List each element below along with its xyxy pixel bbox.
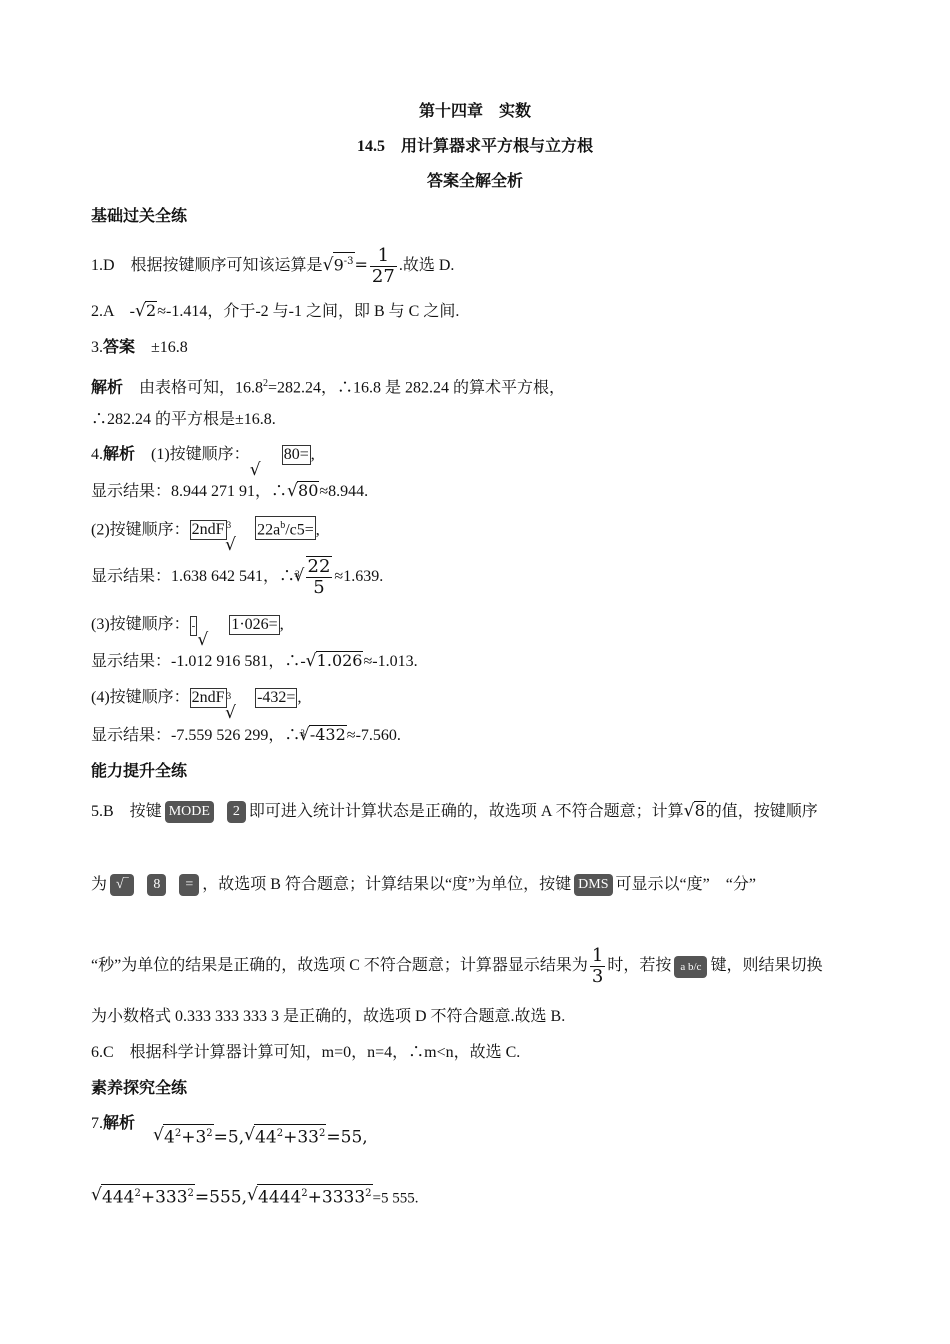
question-4-result3 (91, 650, 860, 673)
sqrt-expr-2 (244, 1124, 326, 1149)
q5-g: “秒”为单位的结果是正确的，故选项 C 不符合题意；计算器显示结果为 (91, 957, 588, 975)
question-2 (91, 300, 860, 323)
section-heading-basic: 基础过关全练 (91, 208, 188, 225)
q7-comma: , (238, 1127, 245, 1148)
q1-den: 27 (371, 266, 395, 287)
q3-label: 3. (91, 339, 103, 356)
question-4-part4 (91, 687, 860, 709)
fraction-1-3 (590, 946, 605, 987)
section-heading-ability: 能力提升全练 (91, 763, 188, 780)
q4-r3a: 显示结果：-1.012 916 581，∴- (91, 653, 306, 670)
q7-e4-res: =5 555. (372, 1190, 419, 1207)
q4-r4-rad: -432 (309, 725, 346, 744)
sqrt-80 (287, 480, 319, 502)
q4-r2-num: √ 22 (307, 555, 331, 577)
q4-jiexi-label: 解析 (103, 446, 136, 463)
q3-line1b: =282.24，∴16.8 是 282.24 的算术平方根， (268, 379, 566, 397)
q4-p1-end: , (310, 446, 315, 463)
question-4-result1 (91, 480, 860, 503)
q5-rad8: 8 (694, 801, 705, 820)
mode-key-icon: MODE (165, 801, 214, 823)
sqrt-key-btn-icon: √‾ (110, 874, 134, 896)
fraction-1-27 (370, 246, 397, 287)
cube-index: 3 (226, 520, 232, 530)
question-5-line1 (91, 796, 860, 827)
cbrt-neg432 (299, 724, 347, 746)
q4-p4-end: , (297, 689, 302, 706)
q7-e4b: +3333 (307, 1187, 366, 1208)
q7-e2-res: =55 (326, 1127, 363, 1148)
question-5-line2 (91, 870, 860, 900)
q4-p4: (4)按键顺序： (91, 689, 190, 706)
q7-sq: 2 (365, 1188, 372, 1199)
q7-sq: 2 (319, 1128, 326, 1139)
section-title: 14.5 用计算器求平方根与立方根 (356, 138, 593, 155)
q7-e1-res: =5 (213, 1127, 239, 1148)
q4-label: 4. (91, 446, 103, 463)
key-22abc5 (255, 516, 316, 540)
q7-e1b: +3 (181, 1127, 207, 1148)
question-4-part1 (91, 444, 860, 466)
cbrt-22-over-5 (294, 554, 335, 598)
q1-num: 1 (370, 246, 397, 267)
q7-e2a: 44 (255, 1127, 277, 1148)
sqrt-2 (135, 300, 157, 322)
sqrt-8 (684, 796, 706, 826)
q7-e3a: 444 (102, 1187, 135, 1208)
question-5-line3 (91, 946, 860, 987)
q4-r1a: 显示结果：8.944 271 91，∴ (91, 483, 288, 500)
section-heading-literacy: 素养探究全练 (91, 1080, 188, 1097)
q4-p1: (1)按键顺序： (135, 446, 250, 463)
equals-key-icon: = (179, 874, 199, 896)
cube-index: 3 (300, 728, 305, 738)
q7-comma: , (362, 1127, 368, 1148)
question-3-analysis (91, 373, 860, 399)
q7-sq: 2 (174, 1128, 182, 1139)
q4-p2-end: , (315, 521, 320, 539)
question-1 (91, 246, 860, 287)
question-3-answer (91, 337, 860, 359)
q7-sq: 2 (134, 1188, 141, 1199)
q1-base: 9 (333, 255, 344, 275)
question-4-result4 (91, 724, 860, 747)
q4-r4a: 显示结果：-7.559 526 299，∴ (91, 727, 301, 744)
q4-p2-k2sup: b (280, 520, 286, 531)
key-80-eq: 80= (283, 446, 309, 463)
q7-jiexi-label: 解析 (103, 1115, 136, 1132)
key-negative: - (190, 616, 198, 636)
key-8-icon: 8 (147, 874, 166, 896)
q7-e4a: 4444 (258, 1187, 302, 1208)
answer-subtitle: 答案全解全析 (426, 173, 523, 190)
q4-r4b: ≈-7.560. (346, 727, 401, 744)
q1-exp: -3 (343, 255, 354, 267)
q1-eq: = (354, 255, 368, 275)
question-4-part3 (91, 614, 860, 636)
q5-h: 时，若按 (607, 957, 672, 975)
question-4-result2 (91, 554, 860, 599)
question-7-eq-row1 (153, 1124, 860, 1149)
q5-frac-den: 3 (591, 966, 604, 987)
cube-index: 3 (226, 691, 232, 701)
q7-sq: 2 (276, 1128, 284, 1139)
q5-frac-num: 1 (591, 945, 604, 966)
dms-key-icon: DMS (574, 874, 612, 896)
sqrt-9 (323, 250, 355, 280)
q2-rad: 2 (146, 301, 157, 320)
q7-sq: 2 (187, 1188, 194, 1199)
question-5-line4: 为小数格式 0.333 333 333 3 是正确的，故选项 D 不符合题意.故选 B. (91, 1008, 566, 1025)
q4-p2-k2b: /c5= (285, 521, 314, 539)
q5-b: 即可进入统计计算状态是正确的，故选项 A 不符合题意；计算 (248, 803, 684, 820)
q4-r2a: 显示结果：1.638 642 541，∴ (91, 568, 296, 585)
q4-r3b: ≈-1.013. (363, 653, 418, 670)
q2-prefix: 2.A - (91, 303, 136, 320)
key-2ndf: 2ndF (191, 689, 225, 706)
q4-r2-den: 5 (313, 576, 325, 598)
q7-e1a: 4 (164, 1127, 175, 1148)
question-6: 6.C 根据科学计算器计算可知，m=0，n=4，∴m<n，故选 C. (91, 1044, 521, 1061)
q4-r3-rad: 1.026 (316, 651, 363, 670)
cube-index: 3 (295, 569, 300, 579)
q5-i: 键，则结果切换 (710, 957, 823, 975)
q7-label: 7. (91, 1115, 103, 1132)
q7-sq: 2 (301, 1188, 308, 1199)
q4-p3-end: , (279, 616, 284, 633)
key-2-icon: 2 (227, 801, 246, 823)
q3-answer-label: 答案 (103, 339, 136, 356)
question-4-part2 (91, 516, 860, 541)
q7-e3-res: =555 (194, 1187, 242, 1208)
q3-sq: 2 (263, 378, 269, 389)
q4-r1-rad: 80 (298, 481, 319, 500)
q5-a: 5.B 按键 (91, 803, 162, 820)
q4-p3: (3)按键顺序： (91, 616, 190, 633)
sqrt-expr-4 (247, 1184, 373, 1209)
q3-answer: ±16.8 (135, 339, 188, 356)
q2-suffix: ≈-1.414，介于-2 与-1 之间，即 B 与 C 之间. (157, 303, 460, 320)
chapter-title: 第十四章 实数 (418, 103, 531, 120)
q1-text: 1.D 根据按键顺序可知该运算是 (91, 257, 323, 275)
q4-p2-k2a: 22a (257, 521, 281, 539)
sqrt-expr-1 (153, 1124, 214, 1149)
question-7-eq-row2 (91, 1184, 860, 1210)
q7-comma: , (241, 1187, 248, 1208)
q3-line1a: 由表格可知，16.8 (123, 379, 264, 397)
q5-f: 可显示以“度” “分” (615, 876, 756, 893)
key-neg432-eq: -432= (257, 689, 296, 706)
question-3-conclusion: ∴282.24 的平方根是±16.8. (91, 411, 276, 428)
q4-p2: (2)按键顺序： (91, 521, 190, 539)
sqrt-1026 (306, 650, 364, 672)
q3-jiexi-label: 解析 (91, 379, 124, 397)
key-1026-eq: 1·026= (231, 616, 278, 633)
q4-r1b: ≈8.944. (319, 483, 369, 500)
q7-e2b: +33 (283, 1127, 320, 1148)
q7-sq: 2 (206, 1128, 213, 1139)
q7-e3b: +333 (140, 1187, 188, 1208)
q5-e: ，故选项 B 符合题意；计算结果以“度”为单位，按键 (202, 876, 572, 893)
q1-suffix: .故选 D. (398, 257, 455, 275)
q4-r2b: ≈1.639. (334, 568, 384, 585)
sqrt-expr-3 (91, 1184, 195, 1209)
q5-d: 为 (91, 876, 108, 893)
fraction-key-icon: a b/c (674, 956, 707, 978)
key-2ndf: 2ndF (191, 521, 225, 539)
q5-c: 的值，按键顺序 (705, 803, 818, 820)
